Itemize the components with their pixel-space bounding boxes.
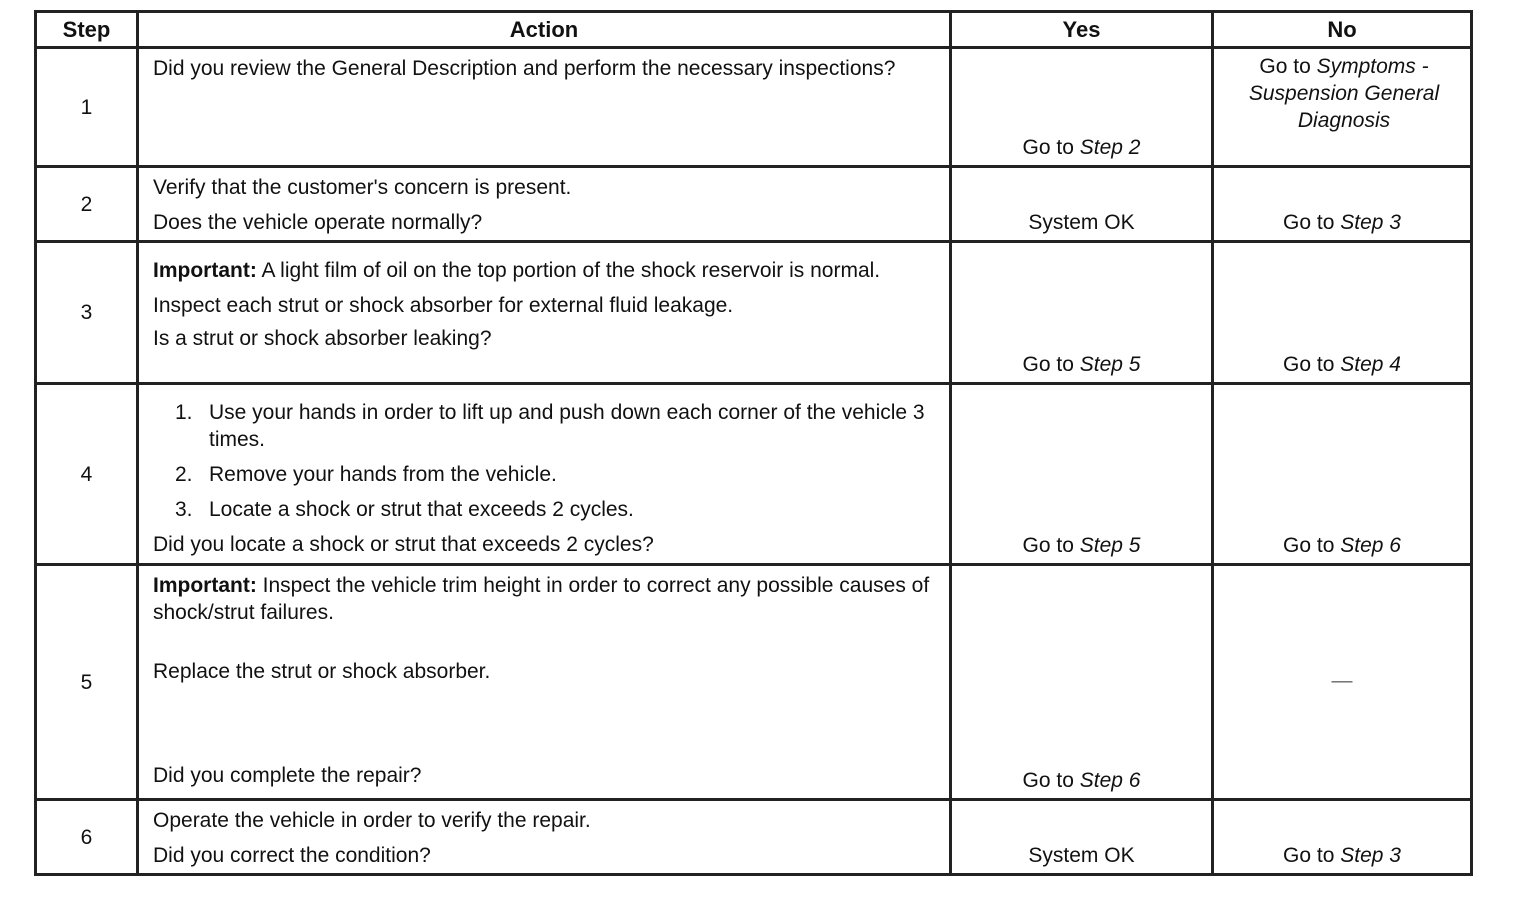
action-cell (138, 167, 951, 242)
yes-step-link[interactable]: Step 5 (1079, 534, 1141, 557)
no-cell (1213, 48, 1472, 167)
table-row (36, 242, 1472, 384)
list-text: Remove your hands from the vehicle. (209, 463, 557, 486)
list-item (153, 399, 935, 453)
step-number: 5 (36, 565, 138, 800)
important-text: Inspect the vehicle trim height in order to correct any possible causes of shock/strut failures. (153, 574, 930, 624)
yes-text: System OK (1028, 211, 1135, 234)
header-no: No (1213, 12, 1472, 48)
step-number: 4 (36, 384, 138, 565)
no-step-link[interactable]: Step 4 (1340, 353, 1401, 376)
action-question: Did you complete the repair? (153, 764, 422, 787)
yes-step-link[interactable]: Step 5 (1079, 353, 1141, 376)
list-number: 1. (175, 401, 193, 424)
yes-step-link[interactable]: Step 2 (1079, 136, 1141, 159)
no-symptoms-link[interactable]: Symptoms - Suspension General Diagnosis (1248, 55, 1440, 132)
action-question: Did you locate a shock or strut that exceeds 2 cycles? (153, 533, 654, 556)
action-cell (138, 800, 951, 875)
no-prefix: Go to (1283, 353, 1341, 376)
yes-text: System OK (1028, 844, 1135, 867)
important-note (153, 257, 935, 284)
action-cell (138, 565, 951, 800)
table-row (36, 384, 1472, 565)
list-number: 3. (175, 498, 193, 521)
list-text: Use your hands in order to lift up and push down each corner of the vehicle 3 times. (209, 401, 925, 451)
table-row (36, 167, 1472, 242)
no-prefix: Go to (1283, 844, 1341, 867)
no-cell (1213, 565, 1472, 800)
yes-prefix: Go to (1022, 353, 1080, 376)
step-number: 1 (36, 48, 138, 167)
yes-prefix: Go to (1022, 534, 1080, 557)
no-cell (1213, 384, 1472, 565)
no-cell (1213, 800, 1472, 875)
step-number: 6 (36, 800, 138, 875)
yes-cell (951, 565, 1213, 800)
header-yes: Yes (951, 12, 1213, 48)
important-note (153, 572, 935, 626)
important-text: A light film of oil on the top portion of the shock reservoir is normal. (256, 259, 881, 282)
step-number: 3 (36, 242, 138, 384)
action-cell (138, 48, 951, 167)
action-text: Did you review the General Description and perform the necessary inspections? (153, 57, 896, 80)
action-text: Operate the vehicle in order to verify the repair. (153, 809, 591, 832)
step-number: 2 (36, 167, 138, 242)
action-text: Inspect each strut or shock absorber for external fluid leakage. (153, 294, 734, 317)
yes-cell (951, 384, 1213, 565)
table-row (36, 800, 1472, 875)
no-cell (1213, 242, 1472, 384)
action-text: Replace the strut or shock absorber. (153, 660, 491, 683)
no-prefix: Go to (1283, 534, 1341, 557)
yes-step-link[interactable]: Step 6 (1079, 769, 1141, 792)
yes-cell (951, 167, 1213, 242)
list-number: 2. (175, 463, 193, 486)
no-prefix: Go to (1283, 211, 1341, 234)
list-text: Locate a shock or strut that exceeds 2 cycles. (209, 498, 634, 521)
yes-prefix: Go to (1022, 136, 1080, 159)
yes-cell (951, 242, 1213, 384)
no-step-link[interactable]: Step 3 (1340, 211, 1401, 234)
action-cell (138, 242, 951, 384)
header-row (36, 12, 1472, 48)
list-item (153, 496, 935, 523)
yes-prefix: Go to (1022, 769, 1080, 792)
action-question: Does the vehicle operate normally? (153, 211, 483, 234)
diagnostic-table (34, 10, 1473, 876)
table-row (36, 48, 1472, 167)
header-step: Step (36, 12, 138, 48)
yes-cell (951, 48, 1213, 167)
important-label: Important: (153, 259, 257, 282)
important-label: Important: (153, 574, 257, 597)
yes-cell (951, 800, 1213, 875)
procedure-list (153, 399, 935, 523)
header-action: Action (138, 12, 951, 48)
list-item (153, 461, 935, 488)
action-question: Did you correct the condition? (153, 844, 431, 867)
no-step-link[interactable]: Step 6 (1340, 534, 1401, 557)
no-step-link[interactable]: Step 3 (1340, 844, 1401, 867)
action-question: Is a strut or shock absorber leaking? (153, 327, 492, 350)
table-row (36, 565, 1472, 800)
action-text: Verify that the customer's concern is present. (153, 176, 572, 199)
no-prefix: Go to (1259, 55, 1317, 78)
action-cell (138, 384, 951, 565)
no-dash: — (1331, 668, 1353, 692)
no-cell (1213, 167, 1472, 242)
